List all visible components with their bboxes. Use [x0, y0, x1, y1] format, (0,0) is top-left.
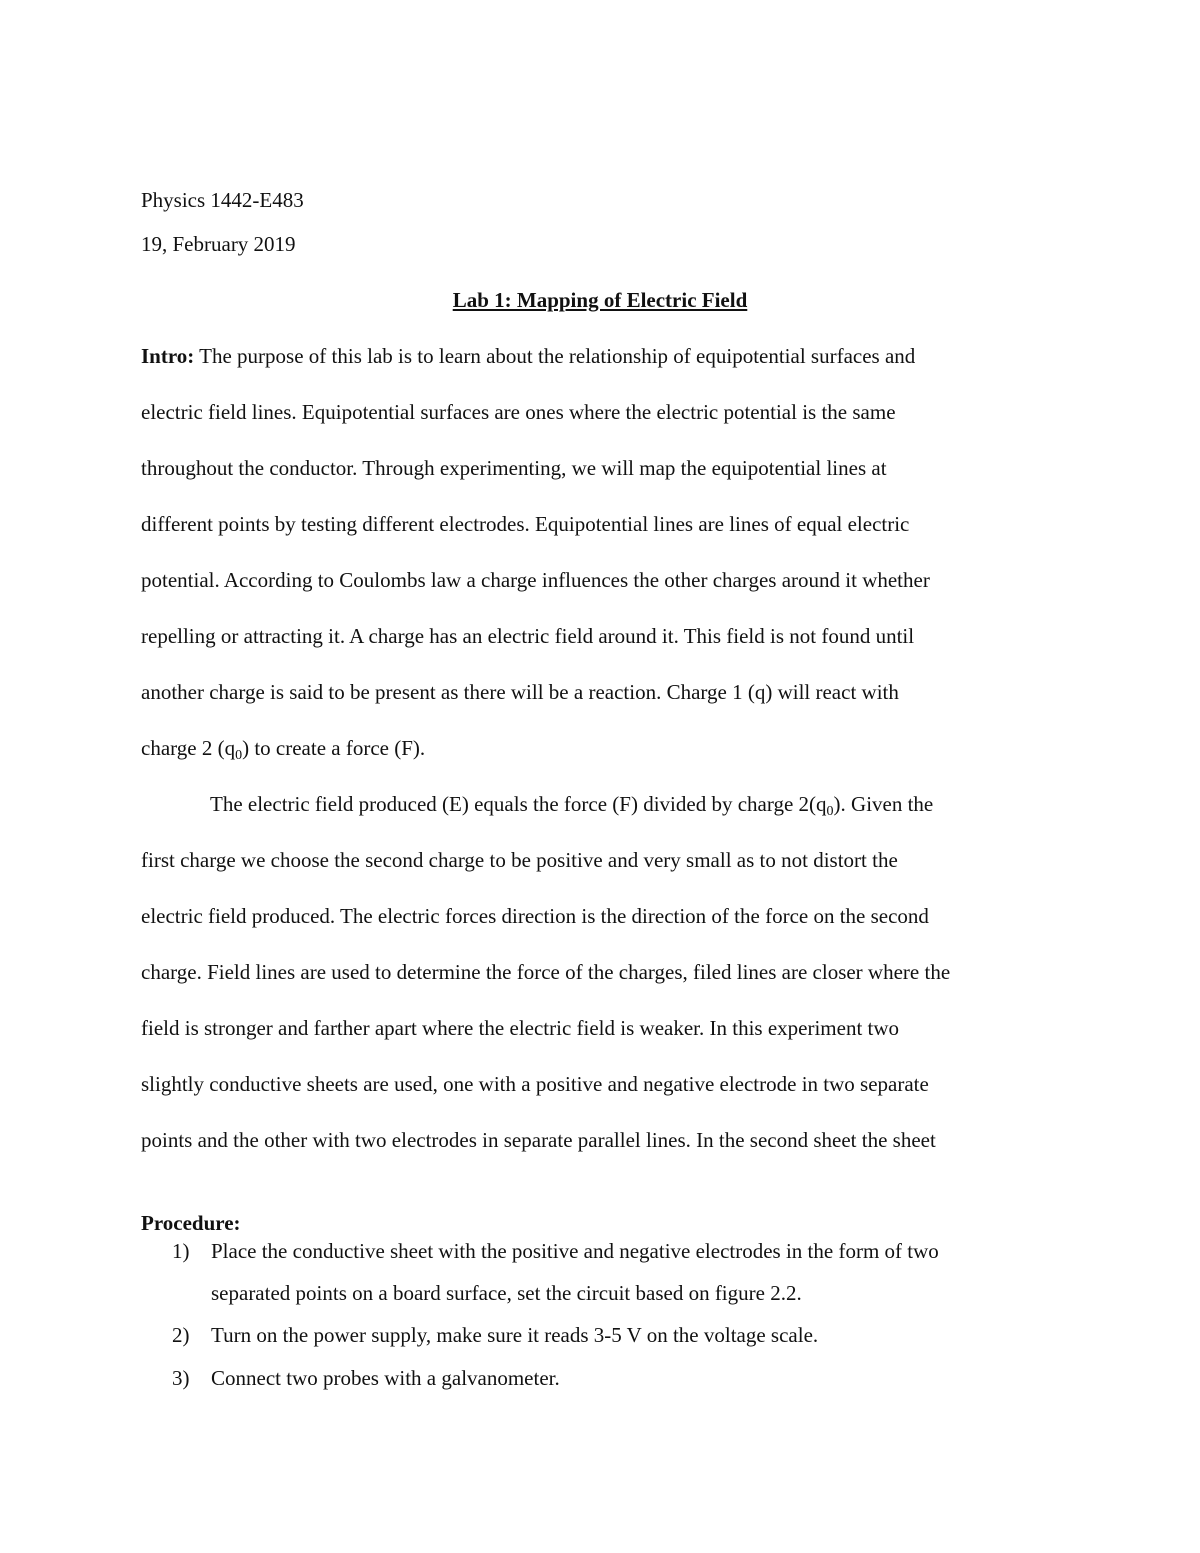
intro-line-5: potential. According to Coulombs law a charge influences the other charges around it whether — [141, 568, 930, 592]
date: 19, February 2019 — [141, 232, 296, 256]
intro-line-2: electric field lines. Equipotential surfaces are ones where the electric potential is the same — [141, 400, 896, 424]
subscript-zero: 0 — [235, 747, 243, 763]
intro-line-1 — [141, 343, 915, 369]
para2-line-7: points and the other with two electrodes in separate parallel lines. In the second sheet the sheet — [141, 1128, 936, 1152]
intro-text-8a: charge 2 (q — [141, 736, 236, 760]
para2-line-6: slightly conductive sheets are used, one with a positive and negative electrode in two separate — [141, 1072, 929, 1096]
procedure-number: 2) — [172, 1323, 190, 1347]
para2-text-1b: ). Given the — [833, 792, 934, 816]
subscript-zero: 0 — [826, 803, 834, 819]
procedure-text: Connect two probes with a galvanometer. — [211, 1366, 560, 1390]
intro-line-8 — [141, 735, 425, 761]
intro-line-4: different points by testing different electrodes. Equipotential lines are lines of equal electric — [141, 512, 910, 536]
intro-label: Intro: — [141, 344, 195, 368]
para2-text-1a: The electric field produced (E) equals the force (F) divided by charge 2(q — [210, 792, 827, 816]
procedure-item-2 — [172, 1323, 818, 1348]
procedure-item-1 — [172, 1239, 939, 1264]
intro-line-6: repelling or attracting it. A charge has an electric field around it. This field is not found until — [141, 624, 915, 648]
procedure-text: Turn on the power supply, make sure it reads 3-5 V on the voltage scale. — [211, 1323, 819, 1347]
intro-text-8b: ) to create a force (F). — [242, 736, 426, 760]
procedure-item-1-continued: separated points on a board surface, set the circuit based on figure 2.2. — [211, 1281, 802, 1305]
intro-line-7: another charge is said to be present as there will be a reaction. Charge 1 (q) will react with — [141, 680, 899, 704]
procedure-text: Place the conductive sheet with the positive and negative electrodes in the form of two — [211, 1239, 939, 1263]
page-title: Lab 1: Mapping of Electric Field — [452, 288, 748, 312]
course-code: Physics 1442-E483 — [141, 188, 304, 212]
procedure-item-3 — [172, 1366, 560, 1391]
procedure-number: 1) — [172, 1239, 190, 1263]
para2-line-2: first charge we choose the second charge to be positive and very small as to not distort the — [141, 848, 898, 872]
para2-line-5: field is stronger and farther apart where the electric field is weaker. In this experiment two — [141, 1016, 900, 1040]
procedure-number: 3) — [172, 1366, 190, 1390]
para2-line-3: electric field produced. The electric forces direction is the direction of the force on the second — [141, 904, 929, 928]
intro-text-1: The purpose of this lab is to learn about the relationship of equipotential surfaces and — [194, 344, 916, 368]
intro-line-3: throughout the conductor. Through experimenting, we will map the equipotential lines at — [141, 456, 887, 480]
procedure-heading: Procedure: — [141, 1211, 241, 1235]
para2-line-4: charge. Field lines are used to determine the force of the charges, filed lines are closer where the — [141, 960, 951, 984]
para2-line-1 — [210, 791, 933, 817]
